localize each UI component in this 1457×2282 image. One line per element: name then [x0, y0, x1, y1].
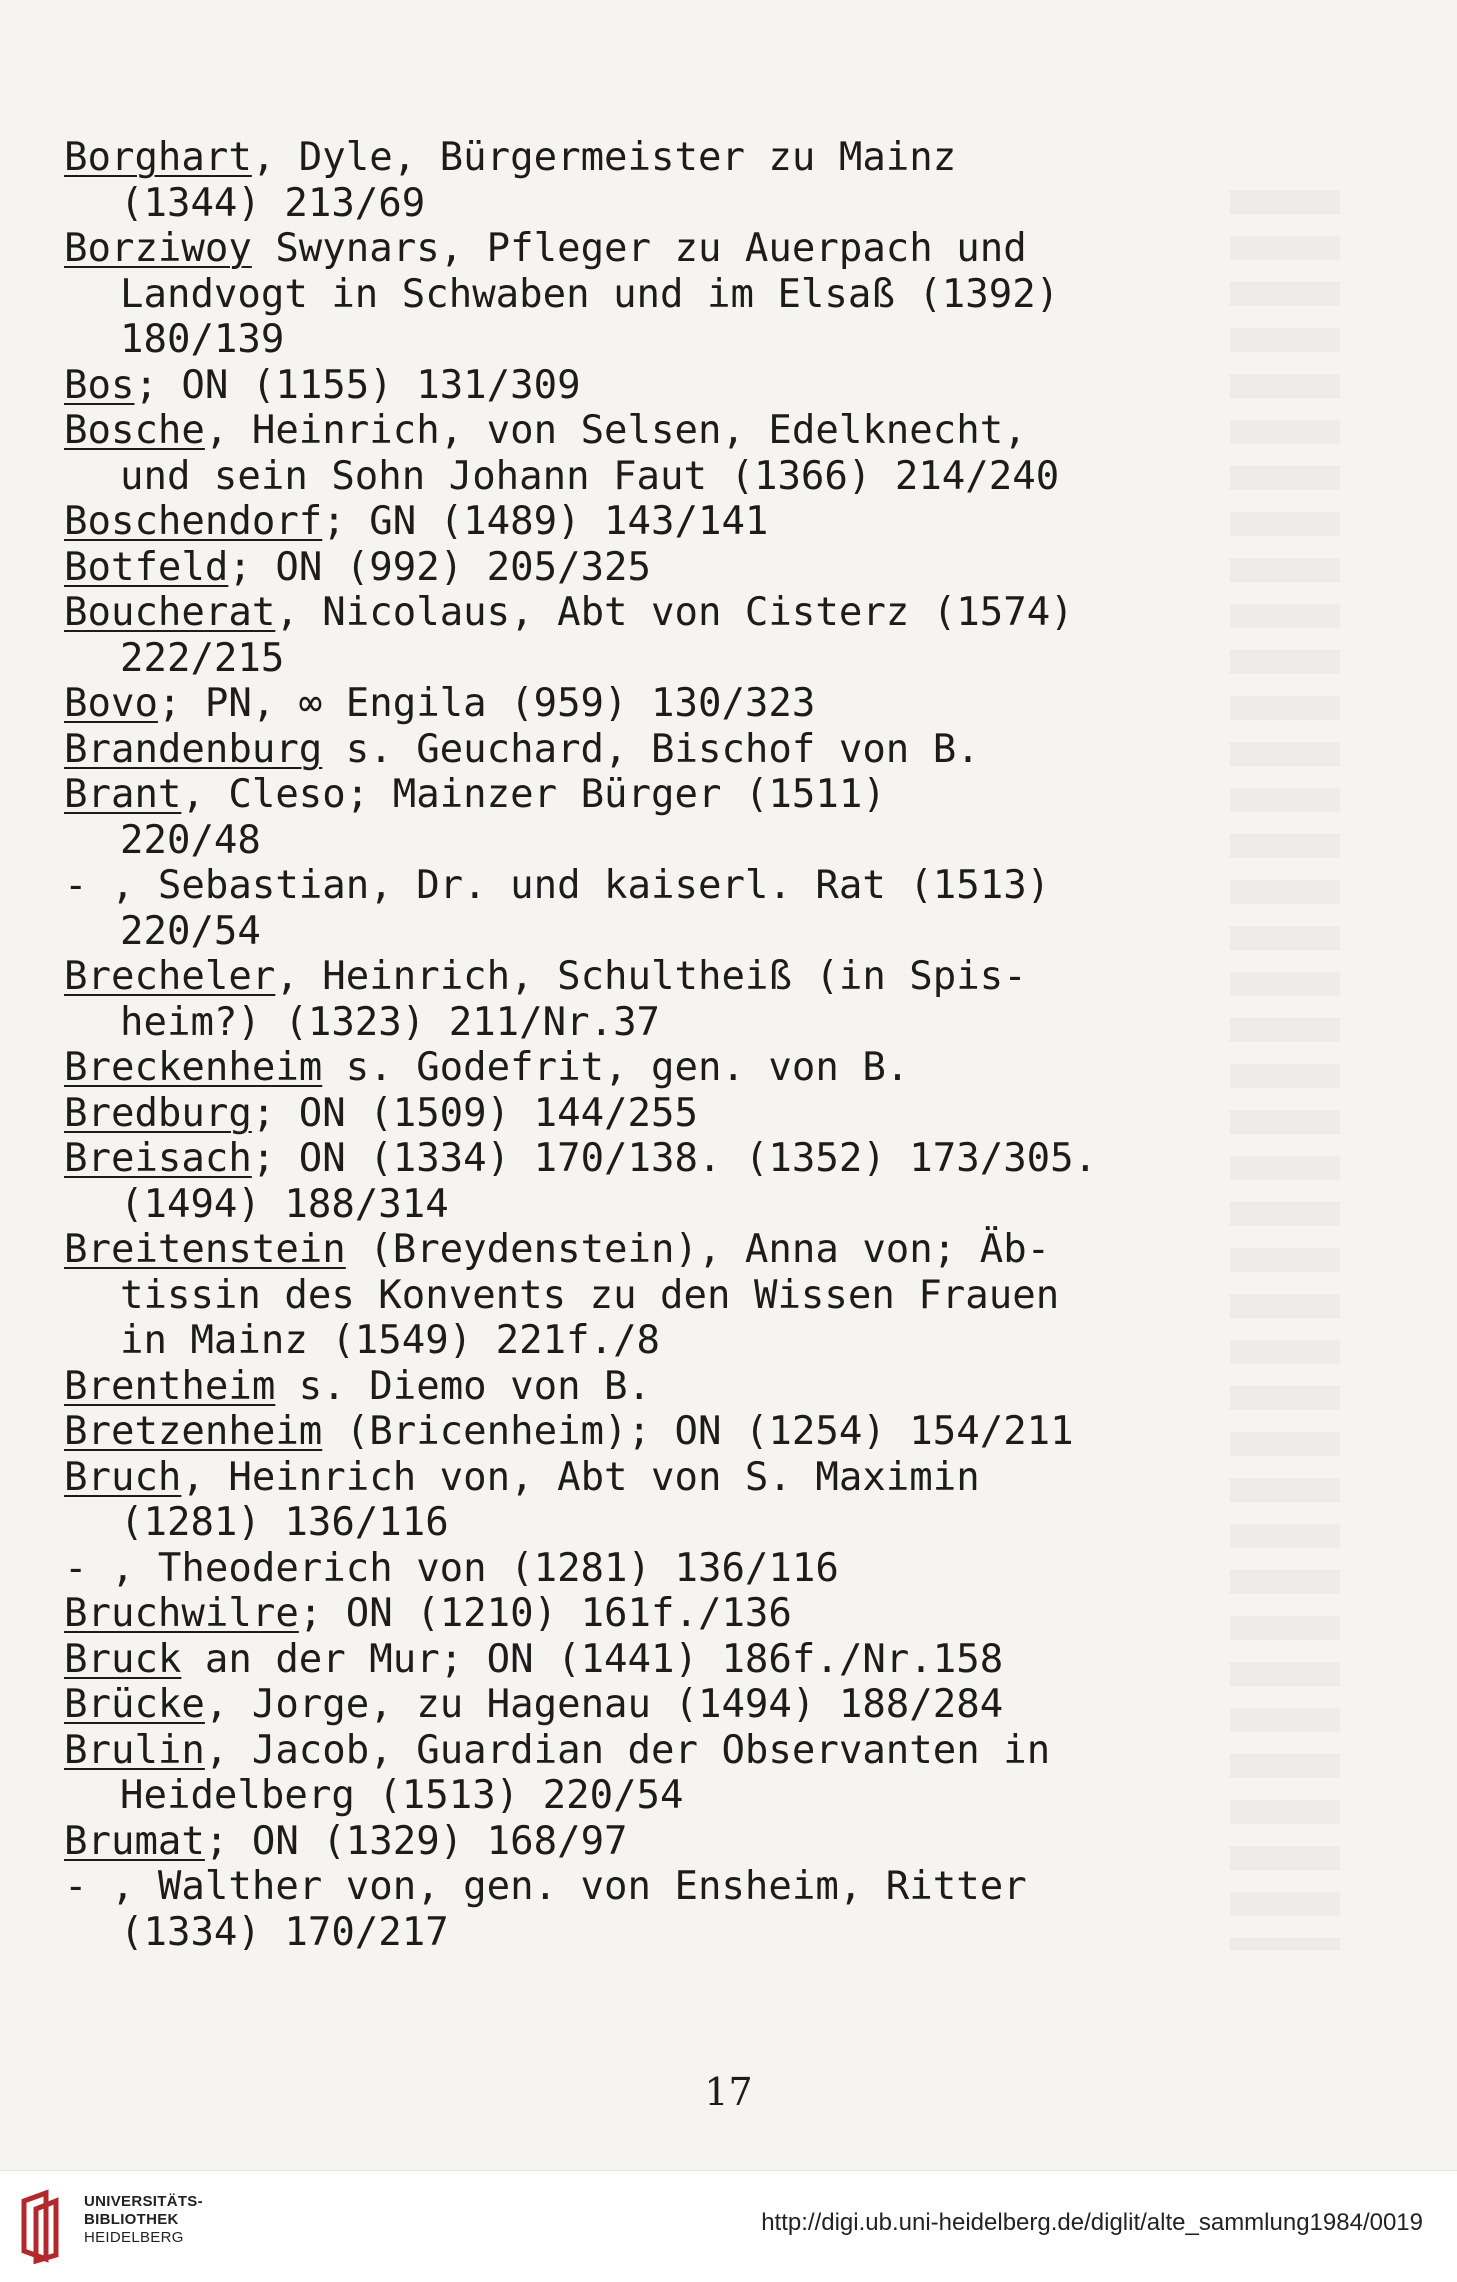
entry-first-line: [64, 363, 1244, 409]
register-entry: [64, 681, 1244, 727]
entry-headword: Bovo: [64, 681, 158, 726]
entry-continuation-line: [64, 1318, 1244, 1364]
entry-first-line: [64, 1682, 1244, 1728]
entry-headword: Breitenstein: [64, 1227, 346, 1272]
entry-headword: Bretzenheim: [64, 1409, 323, 1454]
entry-headword: Brant: [64, 772, 182, 817]
register-entry: [64, 499, 1244, 545]
entry-continuation-line: [64, 317, 1244, 363]
register-entry: [64, 954, 1244, 1045]
viewer-footer: [0, 2170, 1457, 2282]
entry-text: in Mainz (1549) 221f./8: [120, 1318, 661, 1363]
entry-text: ; ON (992) 205/325: [228, 544, 652, 590]
entry-first-line: [64, 1045, 1244, 1091]
register-entry: [64, 1409, 1244, 1455]
register-entry: [64, 772, 1244, 863]
entry-headword: Brecheler: [64, 954, 276, 999]
entry-text: (1344) 213/69: [120, 180, 426, 226]
entry-continuation-line: [64, 272, 1244, 318]
show-through: [1230, 190, 1340, 1950]
entry-text: (1334) 170/217: [120, 1909, 449, 1955]
entry-continuation-line: [64, 909, 1244, 955]
entry-first-line: [64, 1364, 1244, 1410]
entry-continuation-line: [64, 1182, 1244, 1228]
entry-text: 222/215: [120, 635, 285, 681]
entry-headword: Brumat: [64, 1818, 205, 1864]
entry-continuation-line: [64, 1273, 1244, 1319]
entry-first-line: [64, 1227, 1244, 1273]
entry-headword: Breckenheim: [64, 1045, 323, 1090]
entry-first-line: [64, 681, 1244, 727]
entry-text: ; PN, ∞ Engila (959) 130/323: [157, 681, 816, 726]
entry-continuation-line: [64, 454, 1244, 500]
register-entry: [64, 1546, 1244, 1592]
entry-first-line: [64, 590, 1244, 636]
entry-first-line: [64, 772, 1244, 818]
entry-continuation-line: [64, 1000, 1244, 1046]
register-entry: [64, 590, 1244, 681]
entry-headword: Bredburg: [64, 1090, 252, 1136]
entry-first-line: [64, 954, 1244, 1000]
logo-line-2: BIBLIOTHEK: [84, 2211, 179, 2228]
register-entry: [64, 1227, 1244, 1364]
entry-text: Swynars, Pfleger zu Auerpach und: [251, 226, 1027, 271]
entry-first-line: [64, 727, 1244, 773]
entry-first-line: [64, 499, 1244, 545]
register-entry: [64, 226, 1244, 363]
entry-text: und sein Sohn Johann Faut (1366) 214/240: [120, 453, 1060, 499]
entry-text: , Heinrich, von Selsen, Edelknecht,: [204, 408, 1027, 453]
entry-first-line: [64, 1819, 1244, 1865]
entry-first-line: [64, 226, 1244, 272]
register-entry: [64, 1637, 1244, 1683]
register-entry: [64, 1591, 1244, 1637]
entry-text: an der Mur; ON (1441) 186f./Nr.158: [181, 1636, 1004, 1682]
entry-headword: Borziwoy: [64, 226, 252, 271]
entry-headword: Brandenburg: [64, 726, 323, 772]
entry-continuation-line: [64, 1773, 1244, 1819]
entry-first-line: [64, 1728, 1244, 1774]
entry-text: - , Walther von, gen. von Ensheim, Ritter: [64, 1864, 1027, 1909]
entry-continuation-line: [64, 818, 1244, 864]
entry-headword: Breisach: [64, 1136, 252, 1181]
entry-text: ; ON (1334) 170/138. (1352) 173/305.: [251, 1136, 1098, 1181]
entry-headword: Boschendorf: [64, 499, 323, 544]
register-entry: [64, 1728, 1244, 1819]
register-entry: [64, 135, 1244, 226]
register-entry: [64, 363, 1244, 409]
entry-text: , Heinrich, Schultheiß (in Spis-: [275, 954, 1027, 999]
entry-first-line: [64, 863, 1244, 909]
entry-text: - , Theoderich von (1281) 136/116: [64, 1545, 839, 1591]
entry-first-line: [64, 1637, 1244, 1683]
entry-text: Heidelberg (1513) 220/54: [120, 1773, 684, 1818]
entry-text: s. Godefrit, gen. von B.: [322, 1045, 910, 1090]
entry-headword: Bruck: [64, 1636, 182, 1682]
register-entry: [64, 1045, 1244, 1091]
entry-first-line: [64, 135, 1244, 181]
entry-headword: Boucherat: [64, 590, 276, 635]
entry-text: s. Diemo von B.: [275, 1363, 652, 1409]
entry-headword: Botfeld: [64, 544, 229, 590]
register-entry: [64, 1682, 1244, 1728]
entry-first-line: [64, 545, 1244, 591]
register-entry: [64, 1864, 1244, 1955]
entry-first-line: [64, 1546, 1244, 1592]
entry-text: ; ON (1210) 161f./136: [298, 1591, 792, 1636]
entry-headword: Bruch: [64, 1454, 182, 1500]
entry-text: (1494) 188/314: [120, 1181, 449, 1227]
register-entry: [64, 1819, 1244, 1865]
entry-text: , Jacob, Guardian der Observanten in: [204, 1727, 1051, 1773]
entry-text: , Heinrich von, Abt von S. Maximin: [181, 1454, 980, 1500]
entry-first-line: [64, 1136, 1244, 1182]
entry-continuation-line: [64, 181, 1244, 227]
register-entry: [64, 1364, 1244, 1410]
logo-line-1: UNIVERSITÄTS-: [84, 2193, 203, 2210]
register-entries: [64, 135, 1244, 1955]
register-entry: [64, 408, 1244, 499]
entry-headword: Bos: [64, 362, 135, 408]
entry-continuation-line: [64, 636, 1244, 682]
entry-first-line: [64, 408, 1244, 454]
entry-text: , Jorge, zu Hagenau (1494) 188/284: [204, 1682, 1004, 1727]
logo-line-3: HEIDELBERG: [84, 2229, 184, 2246]
register-entry: [64, 1091, 1244, 1137]
entry-text: , Nicolaus, Abt von Cisterz (1574): [275, 590, 1074, 635]
entry-text: - , Sebastian, Dr. und kaiserl. Rat (1513): [64, 863, 1051, 908]
entry-text: heim?) (1323) 211/Nr.37: [120, 999, 661, 1045]
entry-text: (Bricenheim); ON (1254) 154/211: [322, 1409, 1074, 1454]
entry-text: ; ON (1509) 144/255: [251, 1090, 698, 1136]
entry-text: s. Geuchard, Bischof von B.: [322, 726, 980, 772]
entry-text: 220/54: [120, 908, 261, 954]
entry-text: Landvogt in Schwaben und im Elsaß (1392): [120, 271, 1060, 317]
entry-text: (1281) 136/116: [120, 1500, 449, 1545]
entry-text: ; GN (1489) 143/141: [322, 499, 769, 544]
source-url[interactable]: http://digi.ub.uni-heidelberg.de/diglit/alte_sammlung1984/0019: [761, 2209, 1423, 2236]
entry-first-line: [64, 1591, 1244, 1637]
entry-first-line: [64, 1091, 1244, 1137]
page-number: 17: [704, 2070, 753, 2114]
library-logo-text: [84, 2193, 203, 2247]
entry-text: ; ON (1155) 131/309: [134, 362, 581, 408]
entry-text: 220/48: [120, 817, 261, 863]
entry-text: 180/139: [120, 317, 285, 362]
entry-headword: Borghart: [64, 135, 252, 180]
entry-first-line: [64, 1409, 1244, 1455]
entry-headword: Brücke: [64, 1682, 205, 1727]
entry-text: , Dyle, Bürgermeister zu Mainz: [251, 135, 957, 180]
entry-continuation-line: [64, 1910, 1244, 1956]
register-entry: [64, 727, 1244, 773]
entry-headword: Bruchwilre: [64, 1591, 299, 1636]
entry-text: ; ON (1329) 168/97: [204, 1818, 628, 1864]
register-entry: [64, 863, 1244, 954]
register-entry: [64, 545, 1244, 591]
entry-first-line: [64, 1455, 1244, 1501]
register-entry: [64, 1455, 1244, 1546]
entry-text: (Breydenstein), Anna von; Äb-: [345, 1227, 1051, 1272]
entry-first-line: [64, 1864, 1244, 1910]
entry-headword: Brulin: [64, 1727, 205, 1773]
entry-continuation-line: [64, 1500, 1244, 1546]
entry-text: , Cleso; Mainzer Bürger (1511): [181, 772, 886, 817]
entry-text: tissin des Konvents zu den Wissen Frauen: [120, 1272, 1060, 1318]
register-entry: [64, 1136, 1244, 1227]
entry-headword: Bosche: [64, 408, 205, 453]
entry-headword: Brentheim: [64, 1363, 276, 1409]
library-logo-icon: [16, 2189, 76, 2264]
